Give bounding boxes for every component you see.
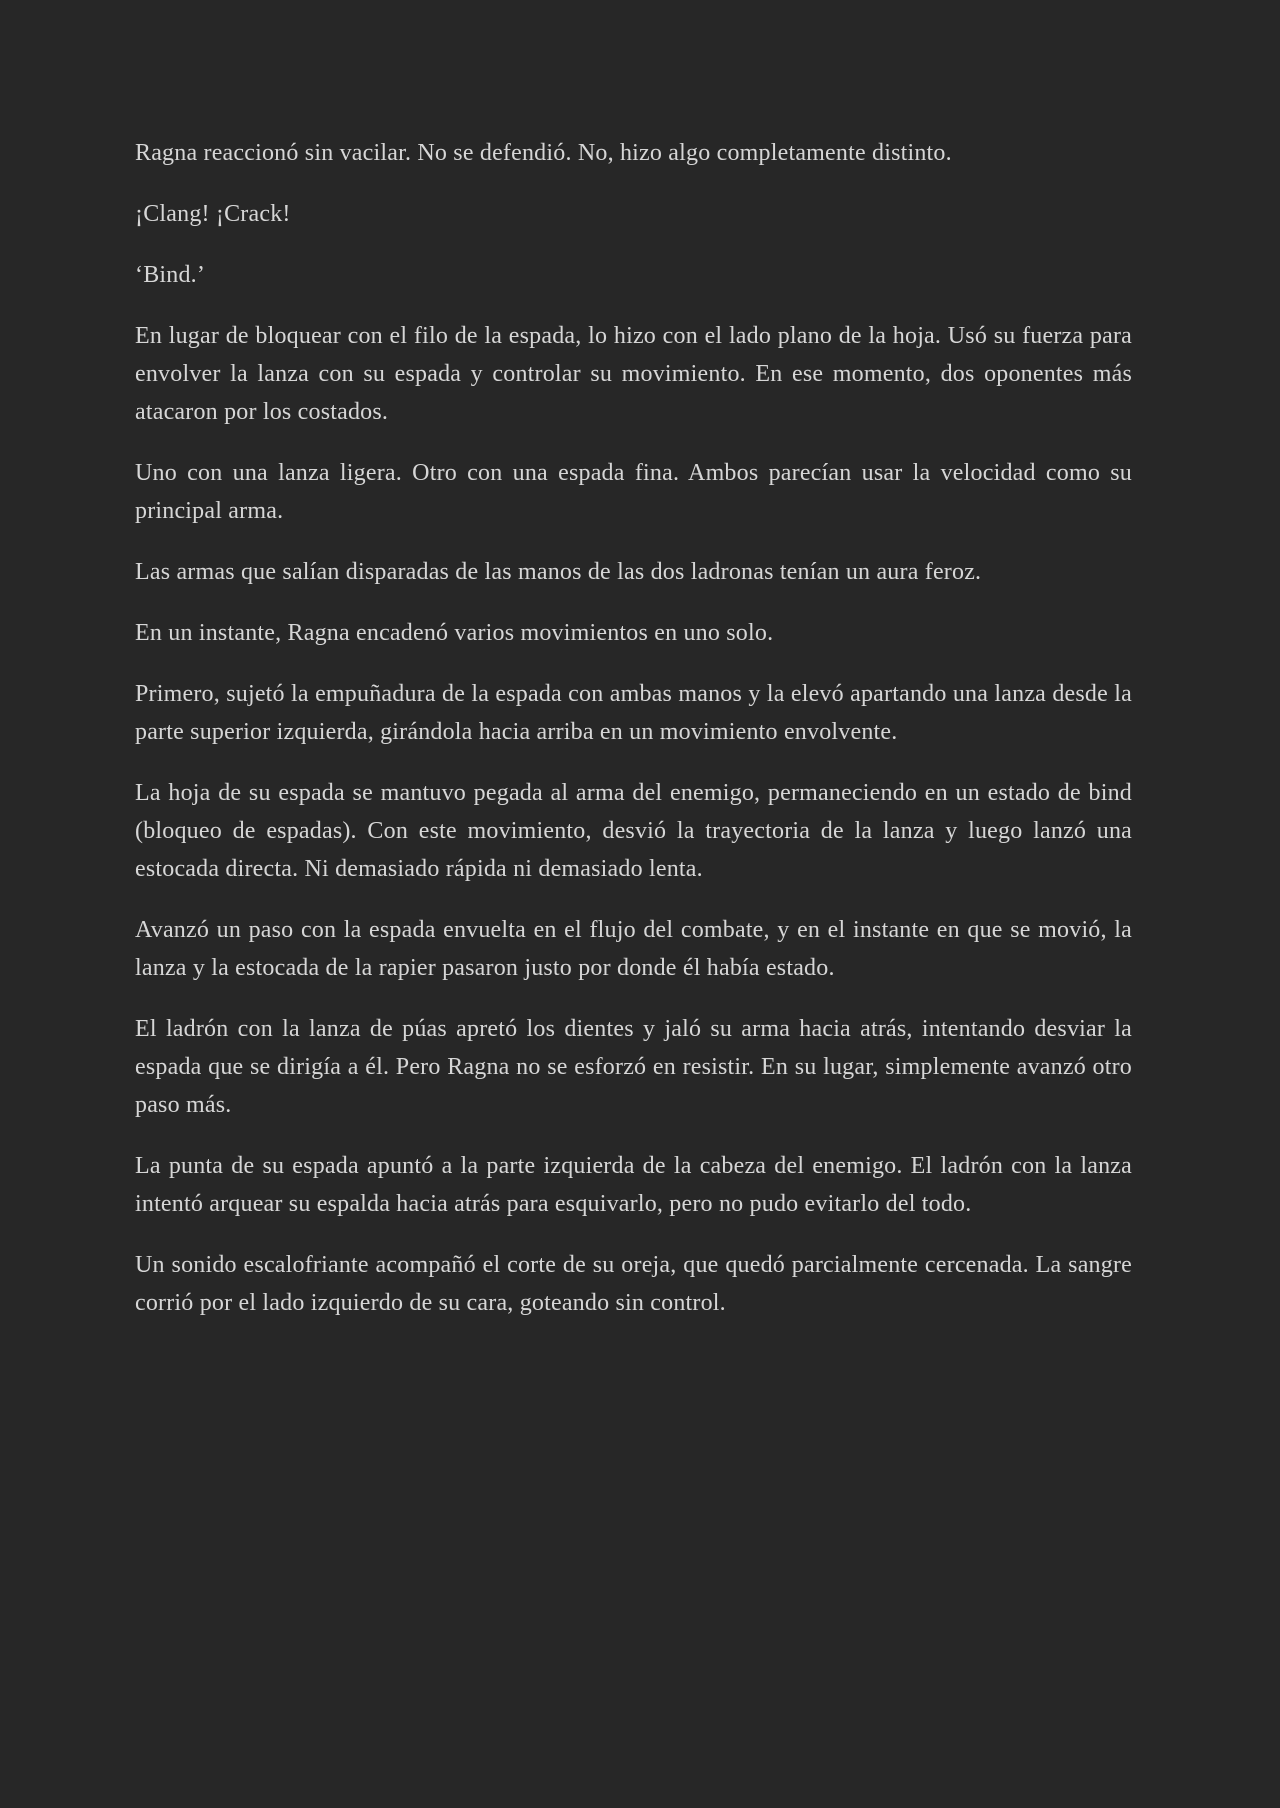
paragraph: Las armas que salían disparadas de las manos de las dos ladronas tenían un aura feroz. [135,559,982,585]
paragraph: ¡Clang! ¡Crack! [135,201,291,227]
paragraph: En lugar de bloquear con el filo de la espada, lo hizo con el lado plano de la hoja. Usó su fuerza para envolver la lanza con su espada y controlar su movimiento. En ese momento, dos oponentes más atacaron por los costados. [135,323,1132,425]
paragraph: Uno con una lanza ligera. Otro con una espada fina. Ambos parecían usar la velocidad como su principal arma. [135,460,1132,524]
paragraph: El ladrón con la lanza de púas apretó los dientes y jaló su arma hacia atrás, intentando desviar la espada que se dirigía a él. Pero Ragna no se esforzó en resistir. En su lugar, simplemente avanzó otro paso más. [135,1016,1132,1118]
paragraph: En un instante, Ragna encadenó varios movimientos en uno solo. [135,620,774,646]
paragraph: ‘Bind.’ [135,262,206,288]
paragraph: Ragna reaccionó sin vacilar. No se defendió. No, hizo algo completamente distinto. [135,140,952,166]
chapter-text [135,134,1132,1322]
paragraph: La hoja de su espada se mantuvo pegada al arma del enemigo, permaneciendo en un estado de bind (bloqueo de espadas). Con este movimiento, desvió la trayectoria de la lanza y luego lanzó una estocada directa. Ni demasiado rápida ni demasiado lenta. [135,780,1132,882]
paragraph: La punta de su espada apuntó a la parte izquierda de la cabeza del enemigo. El ladrón con la lanza intentó arquear su espalda hacia atrás para esquivarlo, pero no pudo evitarlo del todo. [135,1153,1132,1217]
paragraph: Un sonido escalofriante acompañó el corte de su oreja, que quedó parcialmente cercenada. La sangre corrió por el lado izquierdo de su cara, goteando sin control. [135,1252,1132,1316]
paragraph: Primero, sujetó la empuñadura de la espada con ambas manos y la elevó apartando una lanza desde la parte superior izquierda, girándola hacia arriba en un movimiento envolvente. [135,681,1132,745]
paragraph: Avanzó un paso con la espada envuelta en el flujo del combate, y en el instante en que se movió, la lanza y la estocada de la rapier pasaron justo por donde él había estado. [135,917,1132,981]
